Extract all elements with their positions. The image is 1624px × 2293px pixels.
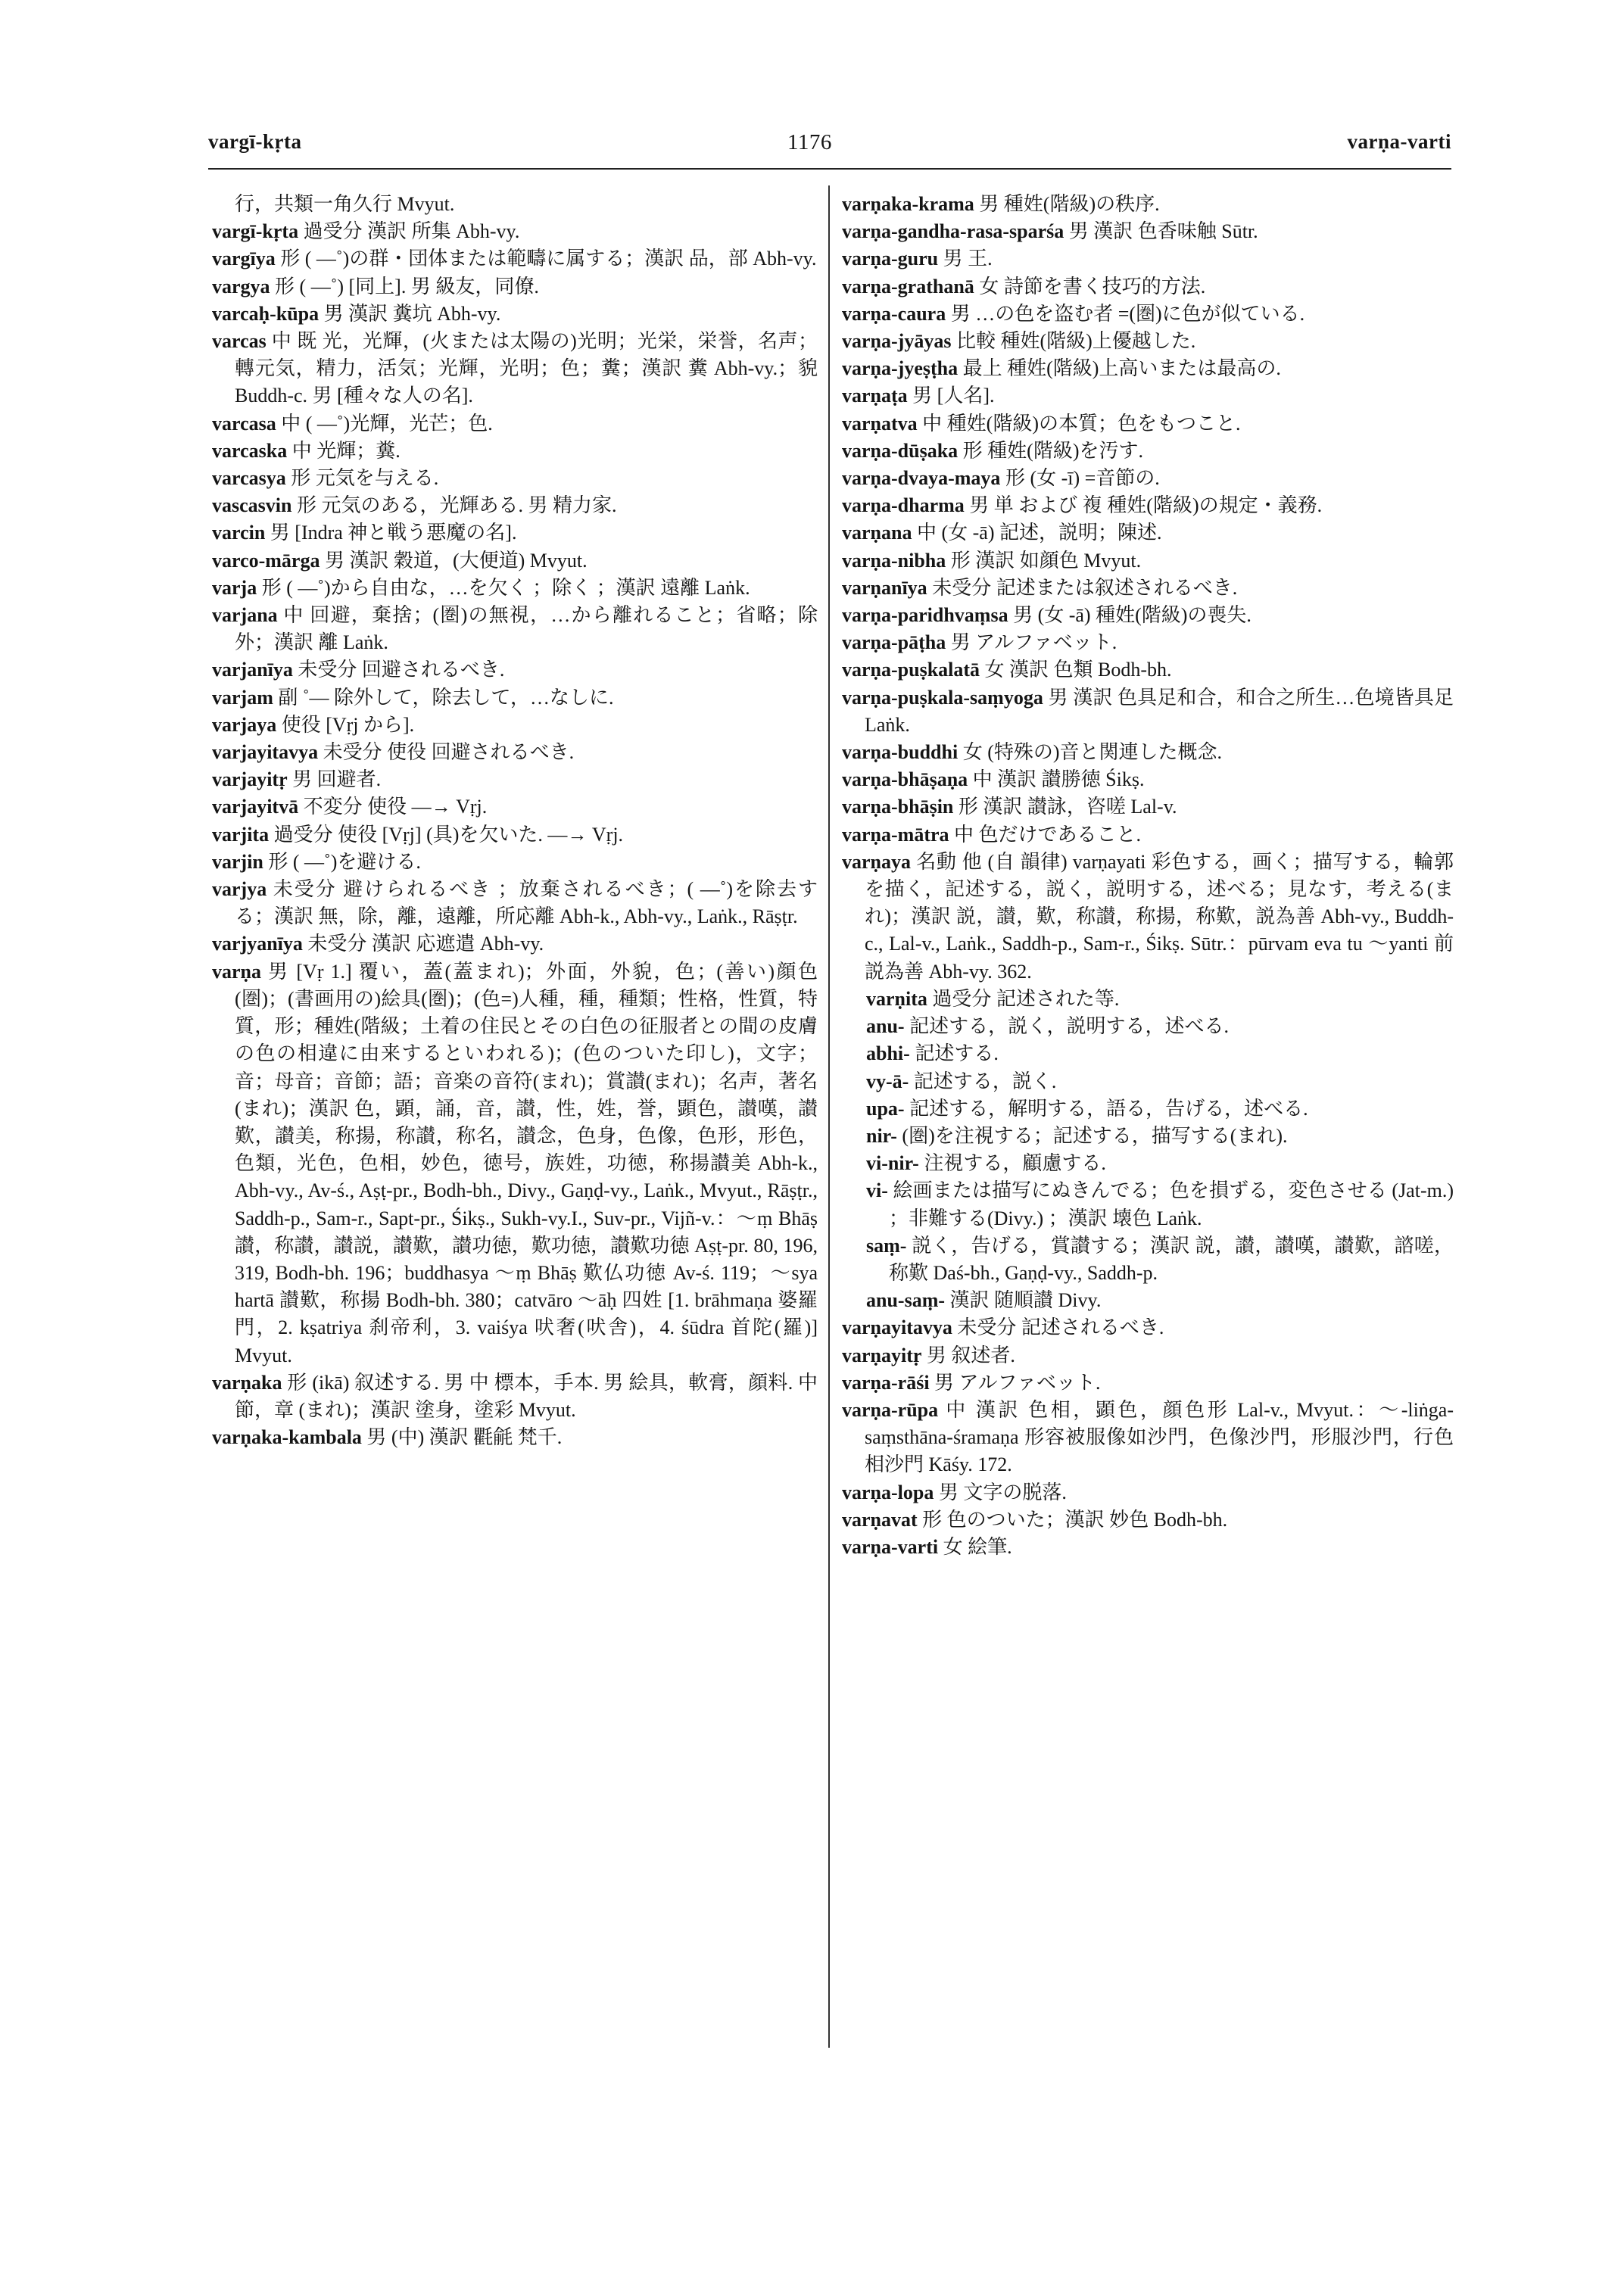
headword: varṇa bbox=[212, 960, 261, 983]
sub-entry bbox=[842, 1150, 1454, 1177]
definition: 男 (女 -ā) 種姓(階級)の喪失. bbox=[1013, 604, 1252, 627]
headword: varja bbox=[212, 576, 257, 599]
definition: 男 [Vṛ 1.] 覆い，蓋(蓋まれ)；外面，外貌，色；(善い)顔色(圏)；(書画用の)絵具(圏)；(色=)人種，種，種類；性格，性質，特質，形；種姓(階級；土着の住民とその白色の征服者との間の皮膚の色の相違に由来するといわれる)；(色のついた印し)，文字；音；母音；音節；語；音楽の音符(まれ)；賞讃(まれ)；名声，著名(まれ)；漢訳 色，顕，誦，音，讃，性，姓，誉，顕色，讃嘆，讃歎，讃美，称揚，称讃，称名，讃念，色身，色像，色形，形色，色類，光色，色相，妙色，徳号，族姓，功徳，称揚讃美 Abh-k., Abh-vy., Av-ś., Aṣṭ-pr., Bodh-bh., Divy., Gaṇḍ-vy., Laṅk., Mvyut., Rāṣṭr., Saddh-p., Sam-r., Sapt-pr., Śikṣ., Sukh-vy.I., Suv-pr., Vijñ-v.：〜ṃ Bhāṣ 讃，称讃，讃説，讃歎，讃功徳，歎功徳，讃歎功徳 Aṣṭ-pr. 80, 196, 319, Bodh-bh. 196；buddhasya 〜ṃ Bhāṣ 歎仏功徳 Av-ś. 119；〜sya hartā 讃歎，称揚 Bodh-bh. 380；catvāro 〜āḥ 四姓 [1. brāhmaṇa 婆羅門，2. kṣatriya 刹帝利，3. vaiśya 吠奢(吠舎)，4. śūdra 首陀(羅)] Mvyut. bbox=[235, 960, 818, 1366]
definition: 男 漢訳 穀道，(大便道) Mvyut. bbox=[324, 549, 588, 572]
dictionary-entry bbox=[212, 465, 818, 492]
headword: varṇatva bbox=[842, 412, 918, 435]
headword: varṇa-pāṭha bbox=[842, 631, 946, 654]
headword: anu-saṃ- bbox=[866, 1289, 946, 1312]
definition: 女 詩節を書く技巧的方法. bbox=[979, 275, 1206, 298]
definition: 中 種姓(階級)の本質；色をもつこと. bbox=[922, 412, 1241, 435]
dictionary-entry bbox=[842, 1314, 1454, 1341]
dictionary-entry bbox=[842, 849, 1454, 986]
dictionary-entry bbox=[212, 547, 818, 575]
headword: vargya bbox=[212, 275, 270, 298]
dictionary-entry bbox=[842, 793, 1454, 821]
dictionary-entry bbox=[842, 766, 1454, 793]
headword: varṇa-bhāṣin bbox=[842, 796, 954, 818]
headword: varṇa-caura bbox=[842, 302, 946, 325]
definition: 形 ( —˚) [同上]. 男 級友，同僚. bbox=[275, 275, 539, 298]
headword: varjayitṛ bbox=[212, 768, 288, 791]
headword: varṇa-bhāṣaṇa bbox=[842, 768, 968, 791]
definition: 形 色のついた；漢訳 妙色 Bodh-bh. bbox=[922, 1508, 1228, 1531]
sub-entry bbox=[842, 1123, 1454, 1150]
definition: 中 回避，棄捨；(圏)の無視，…から離れること；省略；除外；漢訳 離 Laṅk. bbox=[235, 604, 818, 654]
headword: varṇaṭa bbox=[842, 385, 908, 407]
continued-entry bbox=[212, 191, 818, 218]
definition: 男 アルファベット. bbox=[950, 631, 1117, 654]
definition: 未受分 使役 回避されるべき. bbox=[323, 741, 575, 764]
dictionary-entry bbox=[842, 438, 1454, 465]
headword: varṇaya bbox=[842, 850, 911, 873]
dictionary-entry bbox=[212, 793, 818, 821]
definition: 男 [人名]. bbox=[912, 385, 995, 407]
headword: varjita bbox=[212, 823, 270, 846]
definition: 記述する. bbox=[915, 1042, 999, 1065]
dictionary-entry bbox=[842, 1479, 1454, 1506]
left-column bbox=[212, 191, 818, 1451]
dictionary-entry bbox=[842, 739, 1454, 766]
definition: 未受分 漢訳 応遮遣 Abh-vy. bbox=[307, 933, 544, 955]
headword: saṃ- bbox=[866, 1234, 907, 1257]
definition: 使役 [Vṛj から]. bbox=[281, 713, 415, 736]
definition: 形 漢訳 讃詠，咨嗟 Lal-v. bbox=[958, 796, 1177, 818]
dictionary-entry bbox=[212, 958, 818, 1369]
dictionary-entry bbox=[842, 1397, 1454, 1479]
definition: 過受分 漢訳 所集 Abh-vy. bbox=[303, 220, 520, 243]
definition: 形 ( —˚)の群・団体または範疇に属する；漢訳 品，部 Abh-vy. bbox=[280, 248, 817, 270]
sub-entry bbox=[842, 1040, 1454, 1067]
headword: vargīya bbox=[212, 248, 276, 270]
dictionary-entry bbox=[212, 712, 818, 739]
dictionary-entry bbox=[212, 602, 818, 656]
dictionary-entry bbox=[212, 821, 818, 849]
definition: 男 種姓(階級)の秩序. bbox=[979, 193, 1160, 215]
headword: varṇa-rūpa bbox=[842, 1398, 939, 1421]
headword: varcasya bbox=[212, 467, 286, 490]
definition: 説く，告げる，賞讃する；漢訳 説，讃，讃嘆，讃歎，諮嗟，称歎 Daś-bh., Gaṇḍ-vy., Saddh-p. bbox=[889, 1234, 1454, 1284]
dictionary-entry bbox=[212, 245, 818, 273]
definition: 絵画または描写にぬきんでる；色を損ずる，変色させる (Jat-m.) ；非難する(Divy.) ；漢訳 壊色 Laṅk. bbox=[889, 1179, 1454, 1229]
dictionary-entry bbox=[212, 930, 818, 958]
headword: abhi- bbox=[866, 1042, 910, 1065]
definition: 女 絵筆. bbox=[943, 1535, 1012, 1558]
dictionary-entry bbox=[842, 575, 1454, 602]
dictionary-entry bbox=[212, 1369, 818, 1424]
headword: varṇa-buddhi bbox=[842, 741, 959, 764]
headword: varṇa-paridhvaṃsa bbox=[842, 604, 1008, 627]
definition: 中 色だけであること. bbox=[954, 823, 1142, 846]
headword: varcaska bbox=[212, 439, 288, 462]
definition: (圏)を注視する；記述する，描写する(まれ). bbox=[902, 1124, 1288, 1147]
definition: 漢訳 随順讃 Divy. bbox=[949, 1289, 1102, 1312]
dictionary-entry bbox=[212, 328, 818, 410]
headword: varjam bbox=[212, 686, 273, 709]
headword: anu- bbox=[866, 1015, 905, 1038]
headword: varṇa-varti bbox=[842, 1535, 939, 1558]
dictionary-entry bbox=[212, 766, 818, 793]
headword: varcin bbox=[212, 522, 266, 544]
dictionary-entry bbox=[212, 739, 818, 766]
definition: 男 漢訳 色香味触 Sūtr. bbox=[1068, 220, 1258, 243]
headword: vascasvin bbox=[212, 494, 292, 517]
headword: varjya bbox=[212, 878, 267, 901]
definition: 比較 種姓(階級)上優越した. bbox=[955, 330, 1196, 353]
dictionary-entry bbox=[212, 849, 818, 876]
headword: varjin bbox=[212, 850, 263, 873]
sub-entry bbox=[842, 1013, 1454, 1040]
dictionary-entry bbox=[212, 438, 818, 465]
definition: 男 アルファベット. bbox=[934, 1371, 1101, 1394]
headword: varcaḥ-kūpa bbox=[212, 302, 320, 325]
headword: varṇa-rāśi bbox=[842, 1371, 930, 1394]
definition: 男 単 および 複 種姓(階級)の規定・義務. bbox=[969, 494, 1323, 517]
dictionary-entry bbox=[842, 821, 1454, 849]
definition: 男 王. bbox=[943, 248, 993, 270]
headword: varjyanīya bbox=[212, 933, 303, 955]
headword: varcasa bbox=[212, 412, 276, 435]
definition: 形 元気のある，光輝ある. 男 精力家. bbox=[296, 494, 617, 517]
definition: 未受分 記述または叙述されるべき. bbox=[932, 576, 1238, 599]
headword: varṇaka bbox=[212, 1371, 282, 1394]
definition: 記述する，説く. bbox=[913, 1070, 1057, 1092]
definition: 形 漢訳 如顔色 Mvyut. bbox=[950, 549, 1142, 572]
definition: 不変分 使役 —→ Vṛj. bbox=[303, 796, 488, 818]
dictionary-entry bbox=[842, 465, 1454, 492]
definition: 男 漢訳 色具足和合，和合之所生…色境皆具足 Laṅk. bbox=[865, 686, 1454, 736]
headword: vi- bbox=[866, 1179, 888, 1202]
headword: vargī-kṛta bbox=[212, 220, 299, 243]
dictionary-entry bbox=[842, 245, 1454, 273]
headword: varjanīya bbox=[212, 659, 293, 681]
definition: 男 …の色を盗む者 =(圏)に色が似ている. bbox=[950, 302, 1305, 325]
definition: 副 ˚— 除外して，除去して，…なしに. bbox=[278, 686, 614, 709]
dictionary-entry bbox=[842, 547, 1454, 575]
definition: 行，共類一角久行 Mvyut. bbox=[235, 193, 455, 215]
definition: 中 ( —˚)光輝，光芒；色. bbox=[281, 412, 493, 435]
dictionary-entry bbox=[842, 629, 1454, 656]
definition: 未受分 回避されるべき. bbox=[298, 659, 505, 681]
definition: 中 漢訳 讃勝徳 Śikṣ. bbox=[972, 768, 1145, 791]
dictionary-entry bbox=[212, 273, 818, 301]
dictionary-entry bbox=[842, 355, 1454, 382]
dictionary-entry bbox=[842, 301, 1454, 328]
sub-entry bbox=[842, 1232, 1454, 1287]
header-rule bbox=[208, 168, 1451, 170]
definition: 過受分 使役 [Vṛj] (具)を欠いた. —→ Vṛj. bbox=[273, 823, 624, 846]
definition: 女 (特殊の)音と関連した概念. bbox=[962, 741, 1223, 764]
definition: 形 元気を与える. bbox=[291, 467, 439, 490]
headword: nir- bbox=[866, 1124, 897, 1147]
definition: 男 漢訳 糞坑 Abh-vy. bbox=[323, 302, 501, 325]
definition: 男 叙述者. bbox=[926, 1344, 1015, 1366]
definition: 形 (ikā) 叙述する. 男 中 標本，手本. 男 絵具，軟膏，顔料. 中 節，章 (まれ)；漢訳 塗身，塗彩 Mvyut. bbox=[235, 1371, 818, 1421]
headword: varṇa-dvaya-maya bbox=[842, 467, 1001, 490]
headword: varṇayitavya bbox=[842, 1316, 952, 1339]
definition: 最上 種姓(階級)上高いまたは最高の. bbox=[962, 357, 1281, 380]
headword: varṇa-puṣkalatā bbox=[842, 659, 980, 681]
definition: 記述する，説く，説明する，述べる. bbox=[909, 1015, 1230, 1038]
dictionary-entry bbox=[212, 519, 818, 547]
definition: 男 回避者. bbox=[292, 768, 382, 791]
running-head-left: vargī-kṛta bbox=[208, 130, 302, 153]
dictionary-entry bbox=[842, 519, 1454, 547]
dictionary-entry bbox=[212, 876, 818, 930]
running-head-right: varṇa-varti bbox=[1347, 130, 1451, 153]
definition: 中 既 光，光輝，(火または太陽の)光明；光栄，栄誉，名声；轉元気，精力，活気；光輝，光明；色；糞；漢訳 糞 Abh-vy.；貌 Buddh-c. 男 [種々な人の名]. bbox=[235, 330, 818, 407]
headword: varco-mārga bbox=[212, 549, 320, 572]
headword: varṇana bbox=[842, 522, 912, 544]
headword: varṇanīya bbox=[842, 576, 927, 599]
headword: varṇayitṛ bbox=[842, 1344, 922, 1366]
definition: 過受分 記述された等. bbox=[932, 987, 1120, 1010]
headword: varṇa-lopa bbox=[842, 1481, 934, 1503]
headword: varṇa-puṣkala-saṃyoga bbox=[842, 686, 1043, 709]
definition: 男 (中) 漢訳 氍毹 梵千. bbox=[366, 1426, 563, 1449]
dictionary-entry bbox=[212, 301, 818, 328]
definition: 未受分 記述されるべき. bbox=[957, 1316, 1164, 1339]
sub-entry bbox=[842, 1177, 1454, 1232]
definition: 注視する，顧慮する. bbox=[924, 1152, 1106, 1175]
dictionary-entry bbox=[842, 602, 1454, 629]
definition: 形 ( —˚)を避ける. bbox=[268, 850, 421, 873]
dictionary-entry bbox=[842, 1506, 1454, 1534]
headword: varṇa-grathanā bbox=[842, 275, 974, 298]
definition: 形 種姓(階級)を汚す. bbox=[962, 439, 1143, 462]
headword: varjana bbox=[212, 604, 278, 627]
dictionary-entry bbox=[842, 218, 1454, 245]
dictionary-entry bbox=[842, 273, 1454, 301]
dictionary-entry bbox=[842, 1342, 1454, 1369]
dictionary-entry bbox=[212, 684, 818, 712]
dictionary-entry bbox=[842, 1534, 1454, 1561]
headword: varjaya bbox=[212, 713, 277, 736]
headword: varṇa-dūṣaka bbox=[842, 439, 959, 462]
dictionary-entry bbox=[842, 492, 1454, 519]
dictionary-entry bbox=[212, 656, 818, 684]
definition: 形 ( —˚)から自由な，…を欠く ；除く ；漢訳 遠離 Laṅk. bbox=[261, 576, 750, 599]
dictionary-entry bbox=[842, 382, 1454, 410]
dictionary-entry bbox=[842, 410, 1454, 438]
headword: varṇa-nibha bbox=[842, 549, 946, 572]
definition: 記述する，解明する，語る，告げる，述べる. bbox=[909, 1097, 1308, 1120]
definition: 男 文字の脱落. bbox=[938, 1481, 1067, 1503]
definition: 中 漢訳 色相，顕色，顔色形 Lal-v., Mvyut.：〜-liṅga-saṃsthāna-śramaṇa 形容被服像如沙門，色像沙門，形服沙門，行色相沙門 Kāśy. 172. bbox=[865, 1398, 1454, 1476]
definition: 形 (女 -ī) =音節の. bbox=[1005, 467, 1160, 490]
headword: varṇavat bbox=[842, 1508, 918, 1531]
headword: varṇa-dharma bbox=[842, 494, 965, 517]
headword: varṇa-gandha-rasa-sparśa bbox=[842, 220, 1064, 243]
headword: varjayitavya bbox=[212, 741, 319, 764]
headword: upa- bbox=[866, 1097, 905, 1120]
headword: varjayitvā bbox=[212, 796, 299, 818]
dictionary-entry bbox=[842, 1369, 1454, 1397]
dictionary-entry bbox=[212, 1424, 818, 1451]
headword: varṇita bbox=[866, 987, 927, 1010]
sub-entry bbox=[842, 1095, 1454, 1123]
definition: 女 漢訳 色類 Bodh-bh. bbox=[984, 659, 1172, 681]
headword: varcas bbox=[212, 330, 267, 353]
dictionary-entry bbox=[842, 656, 1454, 684]
definition: 名動 他 (自 韻律) varṇayati 彩色する，画く；描写する，輪郭を描く，記述する，説く，説明する，述べる；見なす，考える(まれ)；漢訳 説，讃，歎，称讃，称揚，称歎，説為善 Abh-vy., Buddh-c., Lal-v., Laṅk., Saddh-p., Sam-r., Śikṣ. Sūtr.：pūrvam eva tu 〜yanti 前説為善 Abh-vy. 362. bbox=[865, 850, 1454, 983]
dictionary-entry bbox=[212, 218, 818, 245]
definition: 中 (女 -ā) 記述，説明；陳述. bbox=[916, 522, 1162, 544]
dictionary-entry bbox=[842, 328, 1454, 355]
dictionary-entry bbox=[212, 492, 818, 519]
right-column bbox=[842, 191, 1454, 1561]
page-number: 1176 bbox=[787, 130, 832, 154]
dictionary-entry bbox=[212, 410, 818, 438]
headword: varṇa-jyeṣṭha bbox=[842, 357, 959, 380]
headword: varṇa-guru bbox=[842, 248, 939, 270]
dictionary-entry bbox=[212, 575, 818, 602]
headword: vi-nir- bbox=[866, 1152, 919, 1175]
definition: 男 [Indra 神と戦う悪魔の名]. bbox=[270, 522, 517, 544]
sub-entry bbox=[842, 986, 1454, 1013]
column-divider bbox=[828, 185, 830, 2048]
headword: varṇa-jyāyas bbox=[842, 330, 952, 353]
sub-entry bbox=[842, 1068, 1454, 1095]
headword: varṇaka-kambala bbox=[212, 1426, 362, 1449]
dictionary-entry bbox=[842, 191, 1454, 218]
headword: varṇa-mātra bbox=[842, 823, 949, 846]
definition: 未受分 避けられるべき ；放棄されるべき；( —˚)を除去する；漢訳 無，除，離，遠離，所応離 Abh-k., Abh-vy., Laṅk., Rāṣṭr. bbox=[235, 878, 818, 928]
definition: 中 光輝；糞. bbox=[291, 439, 401, 462]
headword: vy-ā- bbox=[866, 1070, 909, 1092]
sub-entry bbox=[842, 1287, 1454, 1314]
dictionary-entry bbox=[842, 684, 1454, 739]
headword: varṇaka-krama bbox=[842, 193, 974, 215]
